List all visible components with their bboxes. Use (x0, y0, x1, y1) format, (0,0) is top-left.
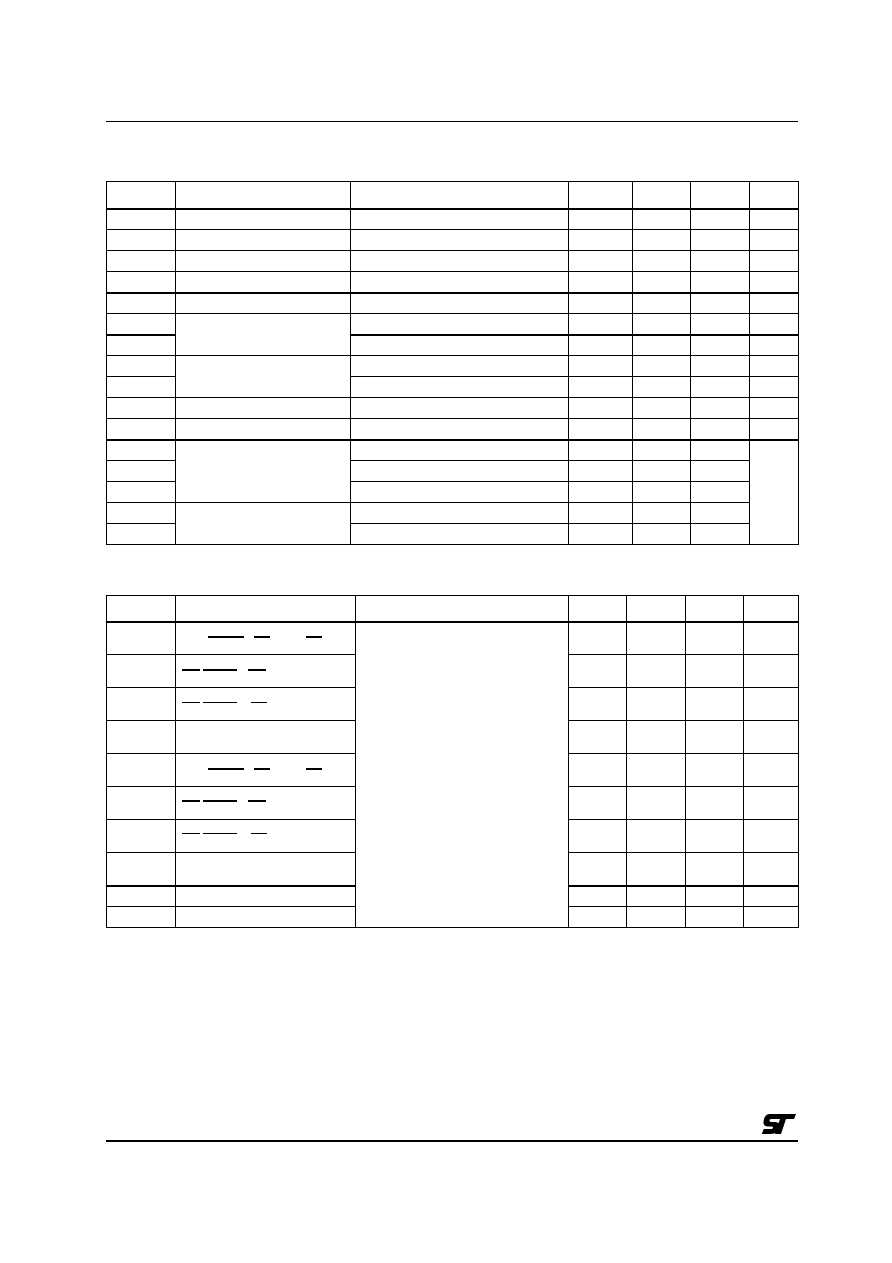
table-cell (107, 907, 176, 928)
overbar-mark (208, 636, 244, 638)
table-cell (569, 655, 627, 688)
table-cell-merged (356, 622, 569, 928)
table-cell (351, 482, 569, 503)
table-cell (686, 721, 744, 754)
table-cell (744, 596, 799, 622)
table-cell (744, 622, 799, 655)
table-cell-merged (176, 440, 351, 503)
table-cell (356, 596, 569, 622)
table-cell (691, 482, 750, 503)
table-cell (744, 787, 799, 820)
table-cell (633, 293, 691, 314)
table-cell-signal (176, 622, 356, 655)
table-cell (176, 209, 351, 230)
table-cell (569, 461, 633, 482)
table-cell-signal (176, 820, 356, 853)
table-cell (569, 230, 633, 251)
overbar-mark (203, 669, 237, 671)
table-cell (569, 314, 633, 335)
table-cell (744, 886, 799, 907)
overbar-mark (203, 833, 237, 834)
table-cell (107, 356, 176, 377)
parameter-table-2 (106, 595, 799, 928)
overbar-mark (203, 800, 237, 802)
table-cell (691, 314, 750, 335)
table-cell (569, 272, 633, 293)
overbar-mark (182, 833, 200, 834)
table-cell (627, 721, 686, 754)
overbar-mark (251, 833, 267, 834)
table-cell (351, 182, 569, 209)
table-cell (569, 335, 633, 356)
table-cell (107, 209, 176, 230)
table-cell (750, 209, 799, 230)
table-cell (107, 688, 176, 721)
table-cell (569, 754, 627, 787)
table-cell (107, 721, 176, 754)
table-cell (691, 209, 750, 230)
table-cell (107, 335, 176, 356)
table-cell (627, 907, 686, 928)
table-cell (744, 688, 799, 721)
table-cell (750, 314, 799, 335)
table-cell (569, 251, 633, 272)
table-cell (686, 820, 744, 853)
table-cell (750, 182, 799, 209)
table-cell (107, 622, 176, 655)
overbar-mark (251, 702, 267, 703)
table-cell (569, 293, 633, 314)
table-cell (569, 688, 627, 721)
table-cell (691, 356, 750, 377)
table-cell (633, 356, 691, 377)
table-cell-signal (176, 655, 356, 688)
table-cell (744, 754, 799, 787)
table-cell (569, 356, 633, 377)
table-row (107, 398, 799, 419)
table-cell (569, 209, 633, 230)
header-rule (106, 121, 798, 122)
table-cell (691, 398, 750, 419)
table-cell (176, 721, 356, 754)
table-cell (633, 182, 691, 209)
table-cell (750, 398, 799, 419)
table-row (107, 314, 799, 335)
table-cell (633, 230, 691, 251)
table-cell (691, 440, 750, 461)
st-logo-path (762, 1114, 796, 1134)
table-cell (750, 356, 799, 377)
overbar-mark (182, 800, 200, 802)
table-cell (107, 419, 176, 440)
table-cell (750, 419, 799, 440)
table-cell (107, 272, 176, 293)
table-cell (686, 596, 744, 622)
table-cell (569, 596, 627, 622)
table-cell (351, 461, 569, 482)
table-cell-merged (750, 440, 799, 545)
overbar-mark (248, 800, 266, 802)
table-cell (686, 886, 744, 907)
table-cell (691, 293, 750, 314)
table-cell (691, 230, 750, 251)
table1-header-row (107, 182, 799, 209)
table-cell (627, 787, 686, 820)
table-cell (569, 440, 633, 461)
table-cell (627, 655, 686, 688)
overbar-mark (203, 702, 237, 703)
table-cell (107, 787, 176, 820)
table-cell (569, 886, 627, 907)
table-cell-signal (176, 754, 356, 787)
table-cell (691, 419, 750, 440)
table-cell (633, 377, 691, 398)
table-cell (750, 230, 799, 251)
table-cell-merged (176, 314, 351, 356)
table-cell (744, 820, 799, 853)
table-cell (107, 596, 176, 622)
table-cell (107, 461, 176, 482)
table-cell (569, 419, 633, 440)
table-cell (351, 251, 569, 272)
table-cell (627, 820, 686, 853)
table-cell (176, 419, 351, 440)
table-cell (107, 820, 176, 853)
table-cell (569, 524, 633, 545)
overbar-mark (182, 669, 200, 671)
table-cell (633, 524, 691, 545)
table-cell (633, 503, 691, 524)
table-cell (176, 182, 351, 209)
table-cell (627, 688, 686, 721)
table-cell (691, 377, 750, 398)
table-cell (691, 461, 750, 482)
table-cell (351, 356, 569, 377)
table-cell (176, 853, 356, 886)
table-cell (633, 314, 691, 335)
overbar-mark (254, 636, 270, 638)
table-cell (107, 251, 176, 272)
table-row (107, 209, 799, 230)
table-cell (569, 787, 627, 820)
table-cell (107, 524, 176, 545)
table-cell-signal (176, 787, 356, 820)
footer-rule (106, 1140, 798, 1142)
table-row (107, 293, 799, 314)
table-cell (686, 622, 744, 655)
table-cell (176, 251, 351, 272)
overbar-mark (182, 702, 200, 703)
table-cell (569, 377, 633, 398)
table-cell (633, 398, 691, 419)
table-cell (351, 524, 569, 545)
table-cell (107, 482, 176, 503)
table-cell-signal (176, 688, 356, 721)
overbar-mark (306, 636, 322, 638)
table-cell (569, 622, 627, 655)
overbar-mark (254, 768, 270, 770)
table-cell (686, 787, 744, 820)
table-cell (351, 335, 569, 356)
table-cell (691, 182, 750, 209)
table-cell (176, 293, 351, 314)
table-cell (633, 440, 691, 461)
table-cell (627, 754, 686, 787)
table-cell (351, 314, 569, 335)
table-row (107, 503, 799, 524)
table-cell (351, 503, 569, 524)
table2-header-row (107, 596, 799, 622)
table-cell (107, 230, 176, 251)
table-cell (107, 853, 176, 886)
table-cell (569, 853, 627, 886)
table-cell (750, 251, 799, 272)
table-cell (750, 335, 799, 356)
table-cell (176, 272, 351, 293)
table-cell (107, 655, 176, 688)
table-cell (176, 596, 356, 622)
table-cell (351, 440, 569, 461)
table-cell (351, 272, 569, 293)
table-cell (744, 907, 799, 928)
table-cell (686, 655, 744, 688)
table-cell (107, 754, 176, 787)
overbar-mark (208, 768, 244, 770)
table-cell (569, 482, 633, 503)
table-cell-merged (176, 503, 351, 545)
table-cell (107, 503, 176, 524)
table-cell (691, 251, 750, 272)
table-row (107, 419, 799, 440)
table-cell (107, 182, 176, 209)
table-cell (351, 377, 569, 398)
table-cell (633, 251, 691, 272)
table-cell (750, 272, 799, 293)
table-cell (686, 853, 744, 886)
table-cell (176, 230, 351, 251)
table-cell (744, 655, 799, 688)
table-cell (569, 182, 633, 209)
table-cell (351, 293, 569, 314)
table-cell (107, 314, 176, 335)
table-cell (627, 886, 686, 907)
table-cell (744, 853, 799, 886)
table-cell (569, 907, 627, 928)
table-cell (633, 461, 691, 482)
table-cell (633, 335, 691, 356)
table-cell (633, 419, 691, 440)
table-cell (107, 293, 176, 314)
table-cell (176, 907, 356, 928)
table-cell (633, 272, 691, 293)
table-cell (176, 886, 356, 907)
table-cell (569, 721, 627, 754)
table-cell (750, 293, 799, 314)
table-cell (627, 853, 686, 886)
table-cell (569, 820, 627, 853)
table-cell (176, 398, 351, 419)
table-cell (691, 272, 750, 293)
table-cell (627, 622, 686, 655)
table-cell (627, 596, 686, 622)
table-row (107, 440, 799, 461)
table-cell (351, 419, 569, 440)
overbar-mark (306, 768, 322, 770)
table-cell (107, 398, 176, 419)
table-cell (569, 503, 633, 524)
table-cell (569, 398, 633, 419)
table-cell (750, 377, 799, 398)
table-cell (686, 688, 744, 721)
table-cell (633, 482, 691, 503)
st-logo-icon (760, 1112, 798, 1136)
table-cell (691, 503, 750, 524)
table-cell (107, 440, 176, 461)
table-row (107, 356, 799, 377)
table-cell (691, 524, 750, 545)
table-cell (686, 754, 744, 787)
table-cell (744, 721, 799, 754)
overbar-mark (248, 669, 266, 671)
parameter-table-1 (106, 181, 799, 545)
table-row (107, 622, 799, 655)
table-cell (351, 398, 569, 419)
table-row (107, 272, 799, 293)
table-cell (633, 209, 691, 230)
table-row (107, 230, 799, 251)
table-cell (691, 335, 750, 356)
table-cell (107, 377, 176, 398)
table-row (107, 251, 799, 272)
table-cell (351, 209, 569, 230)
table-cell-merged (176, 356, 351, 398)
table-cell (107, 886, 176, 907)
table-cell (351, 230, 569, 251)
table-cell (686, 907, 744, 928)
